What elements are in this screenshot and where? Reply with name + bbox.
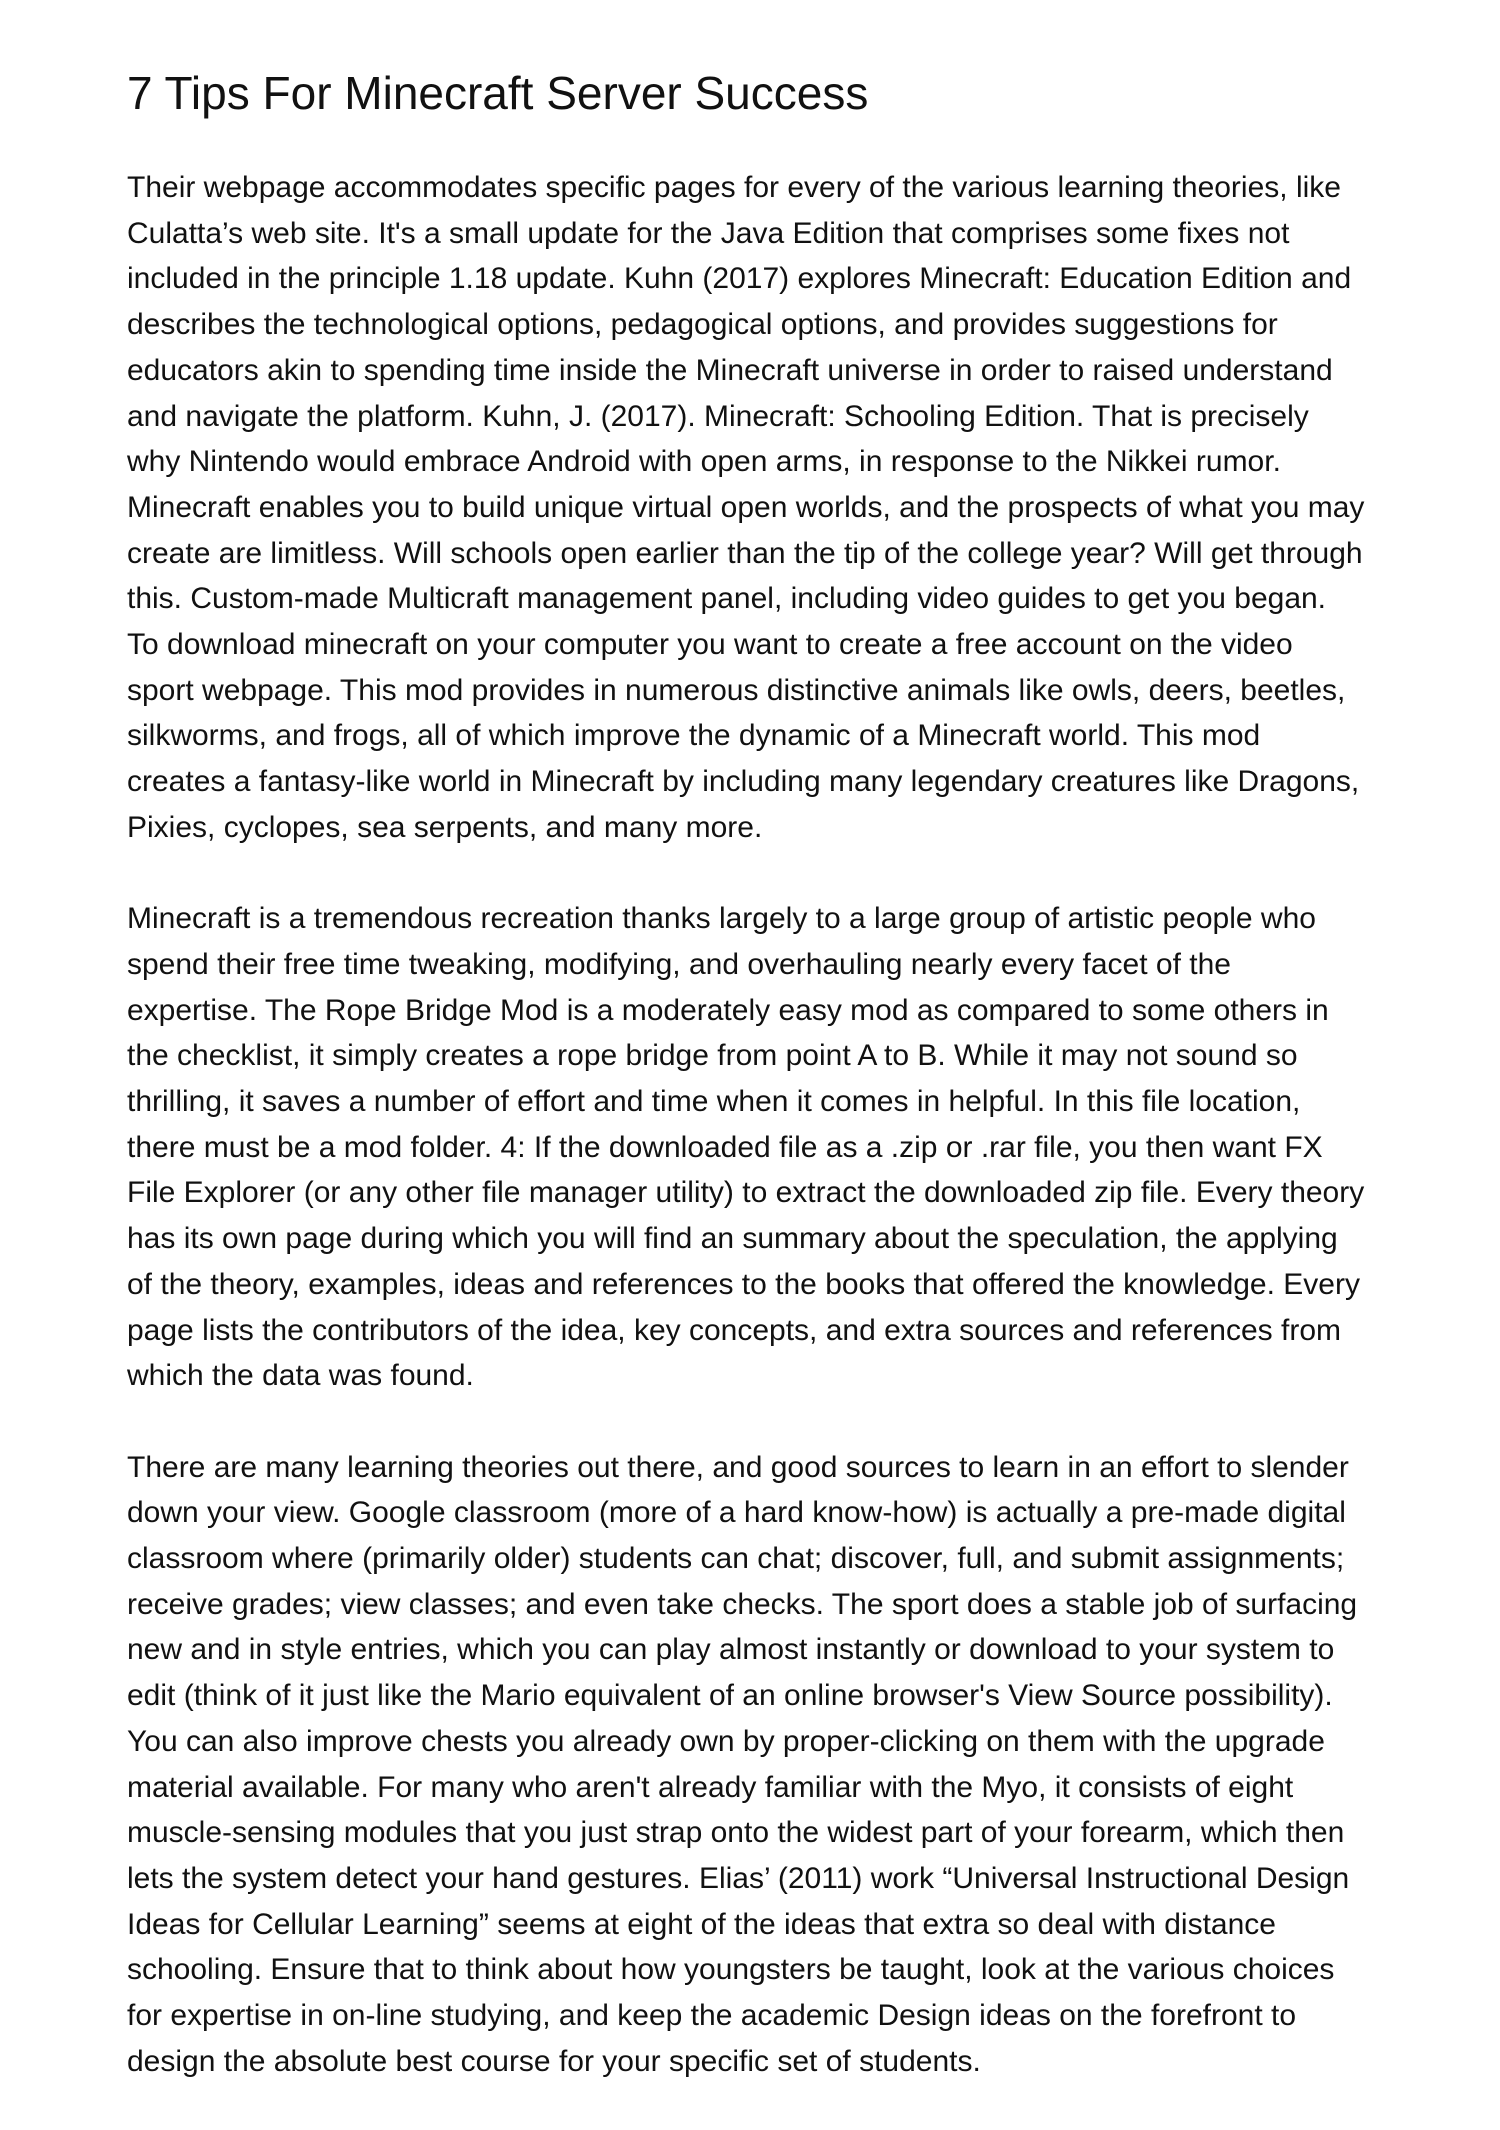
text-line: new and in style entries, which you can play almost instantly or download to your system to — [127, 1633, 1335, 1667]
text-line: educators akin to spending time inside the Minecraft universe in order to raised understand — [127, 353, 1333, 387]
text-line: has its own page during which you will find an summary about the speculation, the applying — [127, 1222, 1338, 1256]
text-line: To download minecraft on your computer you want to create a free account on the video — [127, 628, 1293, 662]
text-line: describes the technological options, pedagogical options, and provides suggestions for — [127, 308, 1278, 342]
text-line: there must be a mod folder. 4: If the downloaded file as a .zip or .rar file, you then want FX — [127, 1130, 1323, 1164]
article-body — [127, 165, 1427, 2130]
text-line: silkworms, and frogs, all of which improve the dynamic of a Minecraft world. This mod — [127, 719, 1261, 753]
text-line: You can also improve chests you already own by proper-clicking on them with the upgrade — [127, 1724, 1325, 1758]
text-line: There are many learning theories out there, and good sources to learn in an effort to slender — [127, 1450, 1349, 1484]
text-line: thrilling, it saves a number of effort and time when it comes in helpful. In this file location, — [127, 1085, 1301, 1119]
text-line: muscle-sensing modules that you just strap onto the widest part of your forearm, which then — [127, 1816, 1345, 1850]
text-line: Culatta’s web site. It's a small update for the Java Edition that comprises some fixes not — [127, 216, 1290, 250]
text-line: this. Custom-made Multicraft management panel, including video guides to get you began. — [127, 582, 1327, 616]
text-line: page lists the contributors of the idea, key concepts, and extra sources and references from — [127, 1313, 1341, 1347]
text-line: included in the principle 1.18 update. Kuhn (2017) explores Minecraft: Education Edition and — [127, 262, 1352, 296]
text-line: the checklist, it simply creates a rope bridge from point A to B. While it may not sound so — [127, 1039, 1298, 1073]
text-line: why Nintendo would embrace Android with open arms, in response to the Nikkei rumor. — [127, 445, 1281, 479]
text-line: Minecraft is a tremendous recreation thanks largely to a large group of artistic people who — [127, 902, 1316, 936]
paragraph — [127, 896, 1427, 1399]
text-line: of the theory, examples, ideas and references to the books that offered the knowledge. Every — [127, 1267, 1360, 1301]
text-line: expertise. The Rope Bridge Mod is a moderately easy mod as compared to some others in — [127, 993, 1329, 1027]
text-line: receive grades; view classes; and even take checks. The sport does a stable job of surfacing — [127, 1587, 1358, 1621]
text-line: create are limitless. Will schools open earlier than the tip of the college year? Will get through — [127, 536, 1363, 570]
text-line: material available. For many who aren't already familiar with the Myo, it consists of eight — [127, 1770, 1294, 1804]
text-line: for expertise in on-line studying, and keep the academic Design ideas on the forefront to — [127, 1999, 1297, 2033]
text-line: edit (think of it just like the Mario equivalent of an online browser's View Source possibility). — [127, 1679, 1333, 1713]
text-line: and navigate the platform. Kuhn, J. (2017). Minecraft: Schooling Edition. That is precisely — [127, 399, 1309, 433]
paragraph — [127, 165, 1427, 851]
page-title: 7 Tips For Minecraft Server Success — [127, 67, 869, 119]
text-line: design the absolute best course for your specific set of students. — [127, 2044, 981, 2078]
text-line: Minecraft enables you to build unique virtual open worlds, and the prospects of what you may — [127, 490, 1365, 524]
text-line: down your view. Google classroom (more of a hard know-how) is actually a pre-made digital — [127, 1496, 1346, 1530]
text-line: classroom where (primarily older) students can chat; discover, full, and submit assignments; — [127, 1542, 1345, 1576]
text-line: Their webpage accommodates specific pages for every of the various learning theories, like — [127, 171, 1341, 204]
text-line: spend their free time tweaking, modifying, and overhauling nearly every facet of the — [127, 947, 1231, 981]
paragraph — [127, 1445, 1427, 2085]
text-line: Ideas for Cellular Learning” seems at eight of the ideas that extra so deal with distance — [127, 1907, 1276, 1941]
text-line: creates a fantasy-like world in Minecraft by including many legendary creatures like Dragons, — [127, 765, 1360, 799]
text-line: schooling. Ensure that to think about how youngsters be taught, look at the various choices — [127, 1953, 1335, 1987]
text-line: which the data was found. — [127, 1359, 474, 1393]
text-line: sport webpage. This mod provides in numerous distinctive animals like owls, deers, beetles, — [127, 673, 1346, 707]
text-line: lets the system detect your hand gestures. Elias’ (2011) work “Universal Instructional Design — [127, 1861, 1350, 1895]
text-line: File Explorer (or any other file manager utility) to extract the downloaded zip file. Every theory — [127, 1176, 1365, 1210]
text-line: Pixies, cyclopes, sea serpents, and many more. — [127, 810, 763, 844]
